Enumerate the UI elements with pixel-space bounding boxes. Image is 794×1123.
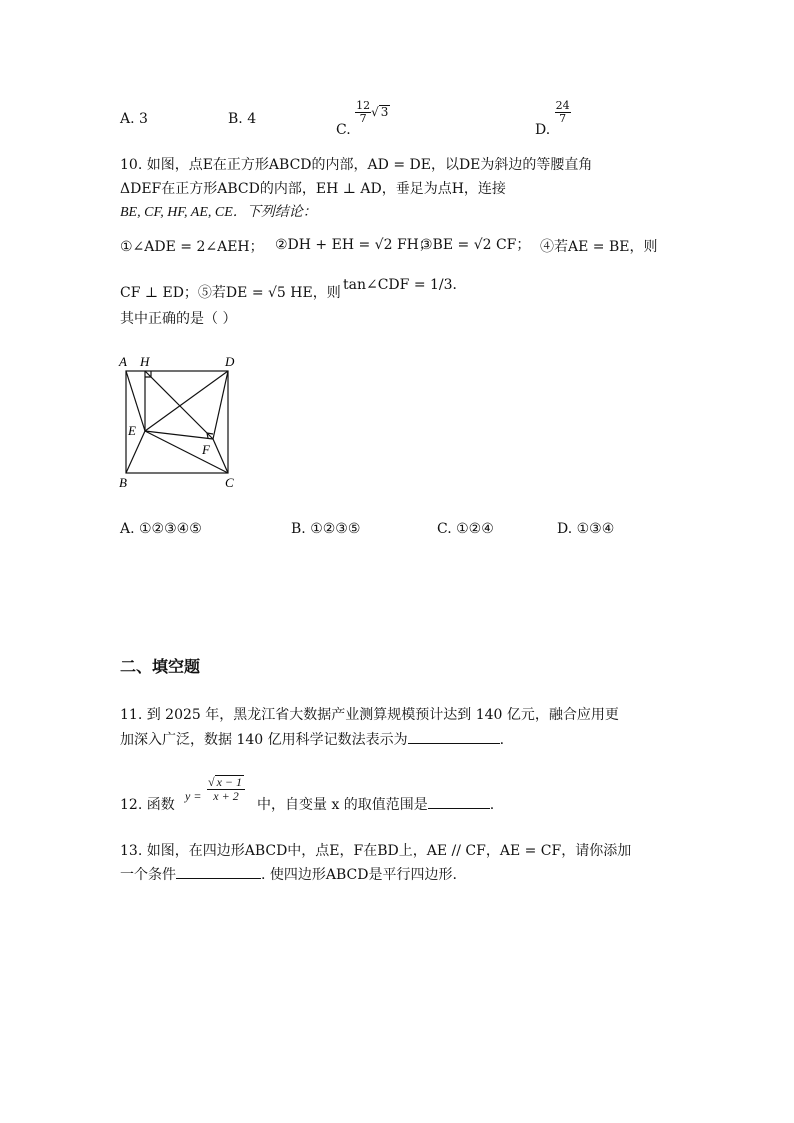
q10-prompt: 其中正确的是（ ） (120, 311, 237, 327)
label-b: B (119, 475, 127, 490)
label-e: E (128, 423, 136, 438)
q9-option-d-fraction: $\frac{24}{7}$ (555, 99, 570, 125)
q10-statement-4: ④若AE = BE，则 (540, 239, 658, 255)
q12-func-fraction: $\frac{√ x - 1}{x + 2}$ (207, 775, 245, 802)
segment-de (145, 371, 228, 431)
segment-hf (145, 371, 213, 439)
segment-cf (213, 439, 228, 473)
q10-line-2: ΔDEF在正方形ABCD的内部，EH ⊥ AD，垂足为点H，连接 (120, 181, 506, 197)
segment-ef (145, 431, 213, 439)
q9-option-a: A. 3 (120, 111, 148, 127)
q10-line-3: BE, CF, HF, AE, CE．下列结论： (120, 205, 317, 220)
q12-answer-blank[interactable] (428, 808, 490, 809)
segment-df (213, 371, 228, 439)
q10-option-a: A. ①②③④⑤ (120, 521, 202, 537)
q12-prefix: 12. 函数 (120, 797, 175, 813)
q10-option-b: B. ①②③⑤ (291, 521, 361, 537)
q10-option-d: D. ①③④ (557, 521, 615, 537)
label-h: H (140, 354, 150, 369)
q10-option-c: C. ①②④ (437, 521, 494, 537)
q10-figure (112, 350, 248, 492)
q10-line-1: 10. 如图，点E在正方形ABCD的内部，AD = DE，以DE为斜边的等腰直角 (120, 157, 593, 173)
q10-line-5a: CF ⊥ ED；⑤若DE = √5 HE，则 (120, 285, 341, 301)
q10-statement-3: ③BE = √2 CF； (420, 237, 531, 253)
label-a: A (119, 354, 127, 369)
q13-answer-blank[interactable] (176, 878, 261, 879)
label-d: D (225, 354, 235, 369)
segment-ae (126, 371, 145, 431)
q10-statement-2: ②DH + EH = √2 FH； (275, 237, 433, 253)
square-abcd (126, 371, 228, 473)
q11-line-2: 加深入广泛，数据 140 亿用科学记数法表示为 . (120, 732, 505, 748)
q11-line-1: 11. 到 2025 年，黑龙江省大数据产业测算规模预计达到 140 亿元，融合应用更 (120, 707, 619, 723)
q11-answer-blank[interactable] (408, 743, 500, 744)
q10-line-5b: tan∠CDF = 1/3． (343, 277, 467, 293)
q13-line-2: 一个条件 . 使四边形ABCD是平行四边形. (120, 867, 457, 883)
q9-option-c-label: C. (336, 122, 351, 139)
q9-option-b: B. 4 (228, 111, 257, 127)
q10-statement-1: ①∠ADE = 2∠AEH； (120, 239, 264, 255)
q9-option-d-label: D. (535, 122, 551, 139)
q13-line-1: 13. 如图，在四边形ABCD中，点E，F在BD上，AE // CF，AE = CF，请你添加 (120, 843, 632, 859)
q9-option-c-fraction: $\frac{12}{7}$ (356, 99, 371, 125)
label-c: C (225, 475, 234, 490)
q9-option-c-radicand: 3 (380, 105, 389, 120)
segment-ce (145, 431, 228, 473)
q9-option-c: C. $\frac{12}{7}$ √ 3 (336, 99, 389, 139)
q12-func-y: y = (185, 789, 202, 803)
q9-option-d (535, 99, 571, 139)
q12-suffix: 中，自变量 x 的取值范围是 . (257, 797, 495, 813)
section-heading: 二、填空题 (120, 657, 201, 676)
label-f: F (202, 442, 210, 457)
